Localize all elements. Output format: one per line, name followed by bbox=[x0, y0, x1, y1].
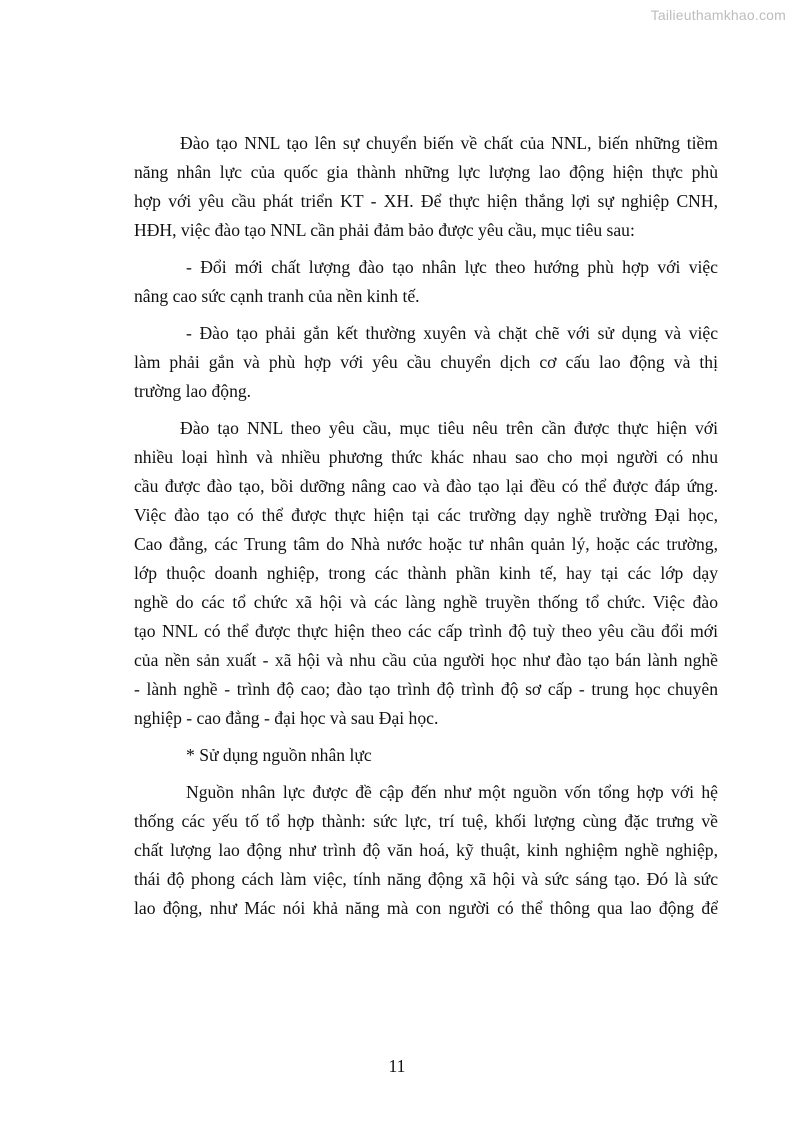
bullet-quality-innovation bbox=[134, 253, 718, 311]
text-line: * Sử dụng nguồn nhân lực bbox=[186, 745, 372, 765]
text-line: cầu được đào tạo, bồi dưỡng nâng cao và đào tạo lại đều có thể được đáp ứng. bbox=[134, 476, 718, 496]
section-heading-hr-usage bbox=[134, 741, 718, 770]
text-line: nâng cao sức cạnh tranh của nền kinh tế. bbox=[134, 286, 420, 306]
text-line: lao động, như Mác nói khả năng mà con người có thể thông qua lao động để bbox=[134, 898, 718, 918]
text-line: chất lượng lao động như trình độ văn hoá, kỹ thuật, kinh nghiệm nghề nghiệp, bbox=[134, 840, 718, 860]
text-line: Nguồn nhân lực được đề cập đến như một nguồn vốn tổng hợp với hệ bbox=[186, 782, 718, 802]
paragraph-training-forms bbox=[134, 414, 718, 733]
text-line: HĐH, việc đào tạo NNL cần phải đảm bảo được yêu cầu, mục tiêu sau: bbox=[134, 220, 635, 240]
document-body bbox=[134, 129, 718, 923]
text-line: làm phải gắn và phù hợp với yêu cầu chuyển dịch cơ cấu lao động và thị bbox=[134, 352, 718, 372]
text-line: Cao đẳng, các Trung tâm do Nhà nước hoặc tư nhân quản lý, hoặc các trường, bbox=[134, 534, 718, 554]
text-line: - Đổi mới chất lượng đào tạo nhân lực theo hướng phù hợp với việc bbox=[186, 257, 718, 277]
paragraph-hr-concept bbox=[134, 778, 718, 923]
text-line: lớp thuộc doanh nghiệp, trong các thành phần kinh tế, hay tại các lớp dạy bbox=[134, 563, 718, 583]
text-line: Việc đào tạo có thể được thực hiện tại các trường dạy nghề trường Đại học, bbox=[134, 505, 718, 525]
text-line: nghiệp - cao đẳng - đại học và sau Đại học. bbox=[134, 708, 439, 728]
text-line: năng nhân lực của quốc gia thành những lực lượng lao động hiện thực phù bbox=[134, 162, 718, 182]
text-line: thái độ phong cách làm việc, tính năng động xã hội và sức sáng tạo. Đó là sức bbox=[134, 869, 718, 889]
watermark: Tailieuthamkhao.com bbox=[650, 7, 786, 23]
text-line: nghề do các tổ chức xã hội và các làng nghề truyền thống tổ chức. Việc đào bbox=[134, 592, 718, 612]
bullet-training-linkage bbox=[134, 319, 718, 406]
page-number: 11 bbox=[388, 1056, 406, 1076]
text-line: Đào tạo NNL tạo lên sự chuyển biến về chất của NNL, biến những tiềm bbox=[180, 133, 718, 153]
text-line: nhiều loại hình và nhiều phương thức khác nhau sao cho mọi người có nhu bbox=[134, 447, 718, 467]
text-line: hợp với yêu cầu phát triển KT - XH. Để thực hiện thắng lợi sự nghiệp CNH, bbox=[134, 191, 718, 211]
text-line: trường lao động. bbox=[134, 381, 252, 401]
text-line: của nền sản xuất - xã hội và nhu cầu của người học như đào tạo bán lành nghề bbox=[134, 650, 718, 670]
text-line: - Đào tạo phải gắn kết thường xuyên và chặt chẽ với sử dụng và việc bbox=[186, 323, 718, 343]
text-line: thống các yếu tố tổ hợp thành: sức lực, trí tuệ, khối lượng cùng đặc trưng về bbox=[134, 811, 718, 831]
text-line: Đào tạo NNL theo yêu cầu, mục tiêu nêu trên cần được thực hiện với bbox=[180, 418, 718, 438]
text-line: - lành nghề - trình độ cao; đào tạo trình độ trình độ sơ cấp - trung học chuyên bbox=[134, 679, 718, 699]
text-line: tạo NNL có thể được thực hiện theo các cấp trình độ tuỳ theo yêu cầu đổi mới bbox=[134, 621, 718, 641]
paragraph-training-role bbox=[134, 129, 718, 245]
